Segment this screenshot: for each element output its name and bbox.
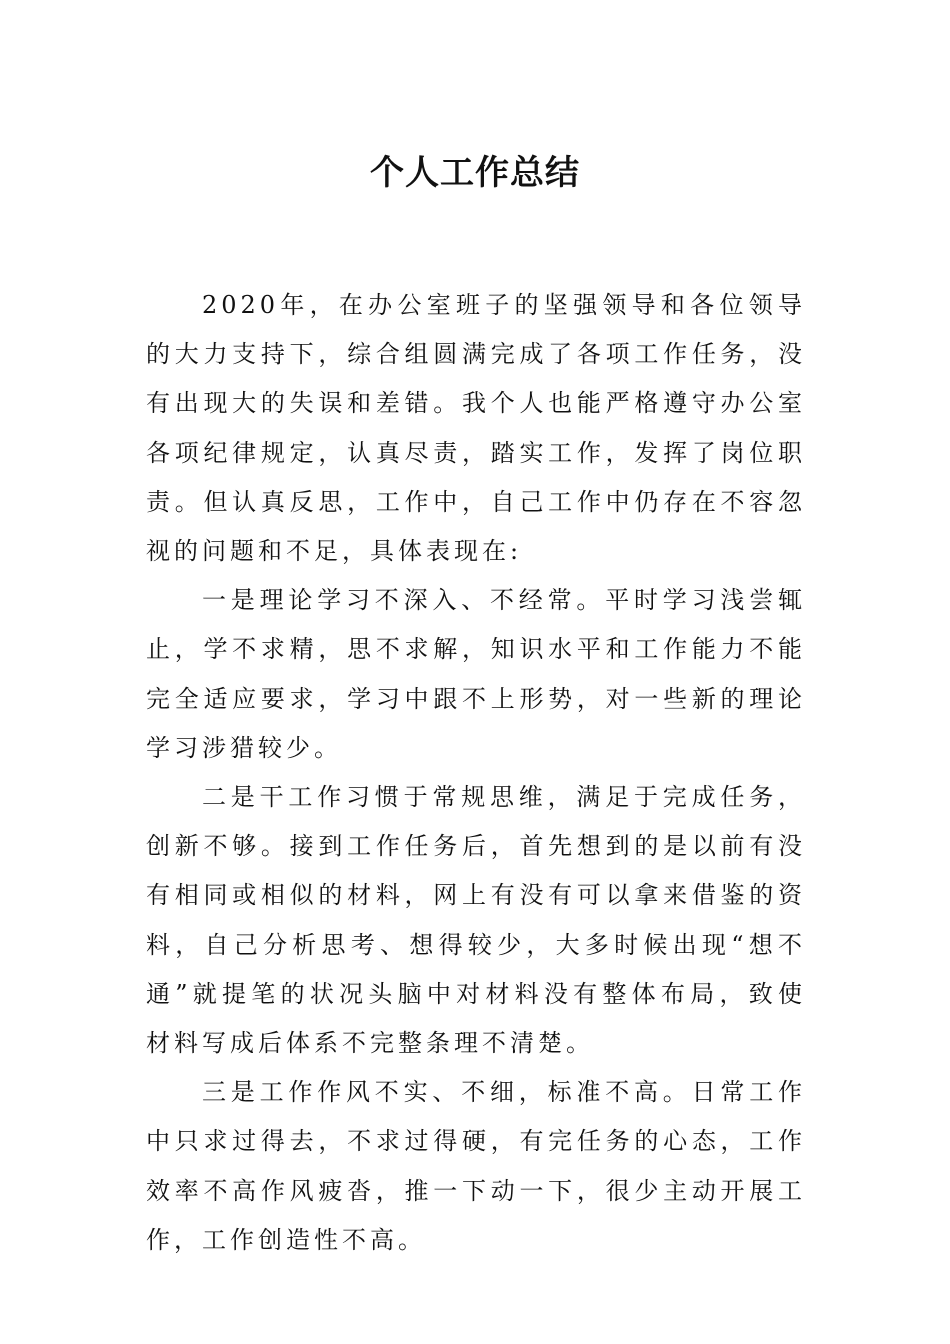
document-body xyxy=(146,281,806,1265)
paragraph-point-3: 三是工作作风不实、不细，标准不高。日常工作中只求过得去，不求过得硬，有完任务的心态，工作效率不高作风疲沓，推一下动一下，很少主动开展工作，工作创造性不高。 xyxy=(146,1078,806,1254)
paragraph-intro: 2020年，在办公室班子的坚强领导和各位领导的大力支持下，综合组圆满完成了各项工作任务，没有出现大的失误和差错。我个人也能严格遵守办公室各项纪律规定，认真尽责，踏实工作，发挥了岗位职责。但认真反思，工作中，自己工作中仍存在不容忽视的问题和不足，具体表现在: xyxy=(146,291,806,566)
paragraph-point-1: 一是理论学习不深入、不经常。平时学习浅尝辄止，学不求精，思不求解，知识水平和工作能力不能完全适应要求，学习中跟不上形势，对一些新的理论学习涉猎较少。 xyxy=(146,586,806,762)
paragraph-point-2: 二是干工作习惯于常规思维，满足于完成任务，创新不够。接到工作任务后，首先想到的是以前有没有相同或相似的材料，网上有没有可以拿来借鉴的资料，自己分析思考、想得较少，大多时候出现“想不通”就提笔的状况头脑中对材料没有整体布局，致使材料写成后体系不完整条理不清楚。 xyxy=(146,783,806,1058)
document-title: 个人工作总结 xyxy=(370,153,580,193)
